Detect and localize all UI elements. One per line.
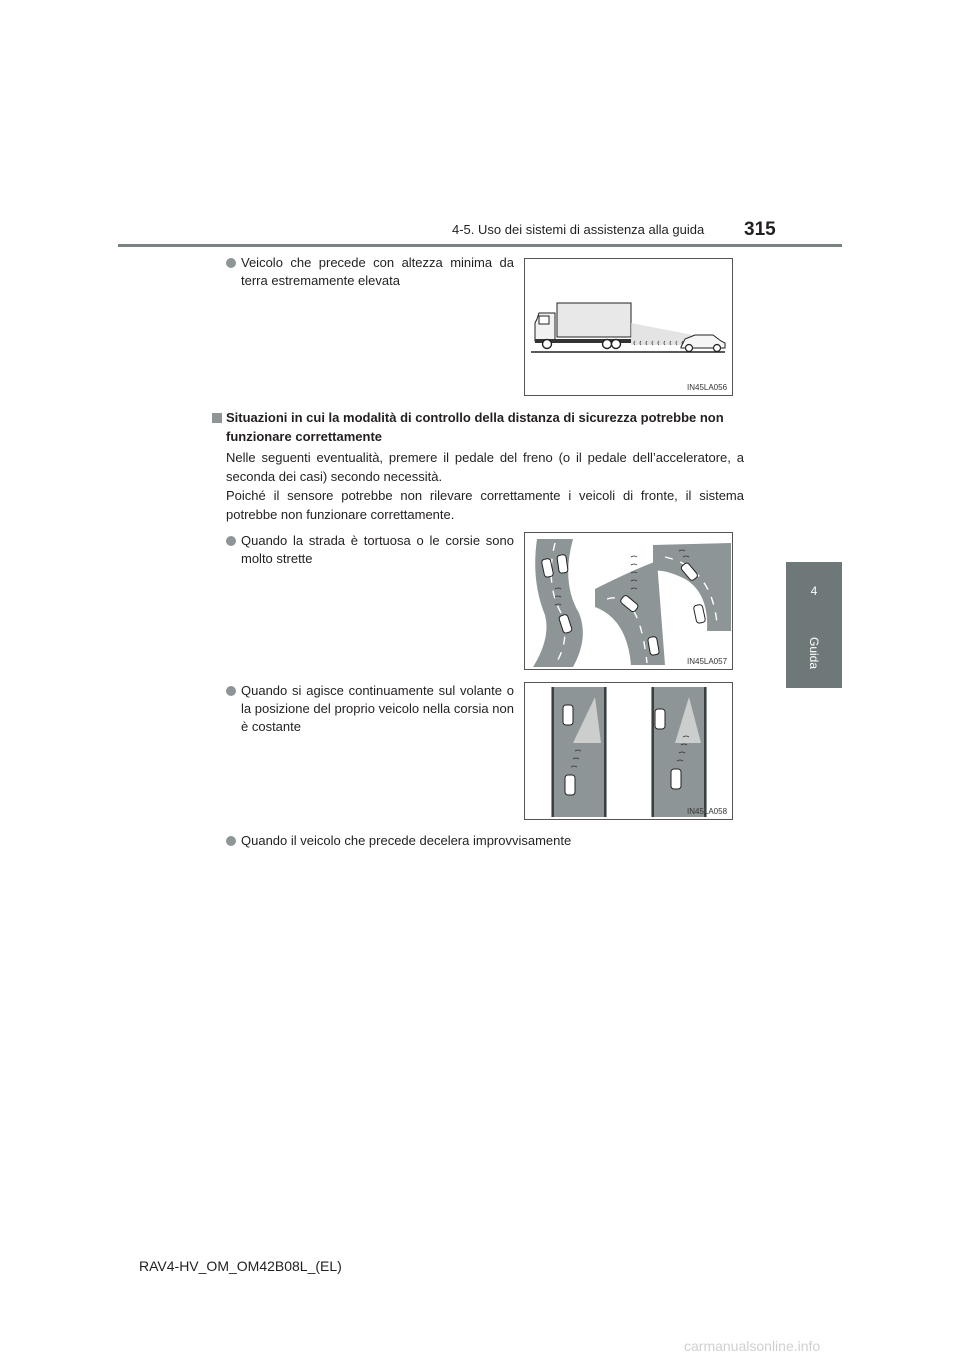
page-number: 315 [744,219,776,240]
bullet-dot [226,836,236,846]
bullet-dot [226,536,236,546]
figure-code: IN45LA057 [687,657,728,666]
manual-code: RAV4-HV_OM_OM42B08L_(EL) [139,1258,342,1274]
section-paragraph-1: Nelle seguenti eventualità, premere il pedale del freno (o il pedale dell’acceleratore, a seconda dei casi) secondo necessità. [226,450,744,484]
bullet-dot [226,686,236,696]
watermark: carmanualsonline.info [684,1338,821,1354]
straight-lanes-illustration [525,683,732,819]
figure-truck-car [524,258,733,396]
section-paragraph-2: Poiché il sensore potrebbe non rilevare correttamente i veicoli di fronte, il sistema potrebbe non funzionare correttamente. [226,488,744,522]
bullet-text: Quando la strada è tortuosa o le corsie sono molto strette [241,533,514,566]
figure-code: IN45LA058 [687,807,728,816]
section-square-marker [212,413,222,423]
figure-curved-roads [524,532,733,670]
truck-car-illustration [525,259,732,395]
bullet-text: Quando si agisce continuamente sul volante o la posizione del proprio veicolo nella corsia non è costante [241,683,514,734]
bullet-text: Veicolo che precede con altezza minima da terra estremamente elevata [241,255,514,288]
bullet-text: Quando il veicolo che precede decelera improvvisamente [241,833,572,848]
bullet-dot [226,258,236,268]
header-rule [118,244,842,247]
chapter-tab-label: Guida [807,636,821,670]
chapter-tab-number: 4 [786,562,842,621]
figure-straight-lanes [524,682,733,820]
curved-roads-illustration [525,533,732,669]
section-title: 4-5. Uso dei sistemi di assistenza alla guida [452,222,705,237]
figure-code: IN45LA056 [687,383,728,392]
section-heading: Situazioni in cui la modalità di controllo della distanza di sicurezza potrebbe non funzionare correttamente [226,410,724,444]
